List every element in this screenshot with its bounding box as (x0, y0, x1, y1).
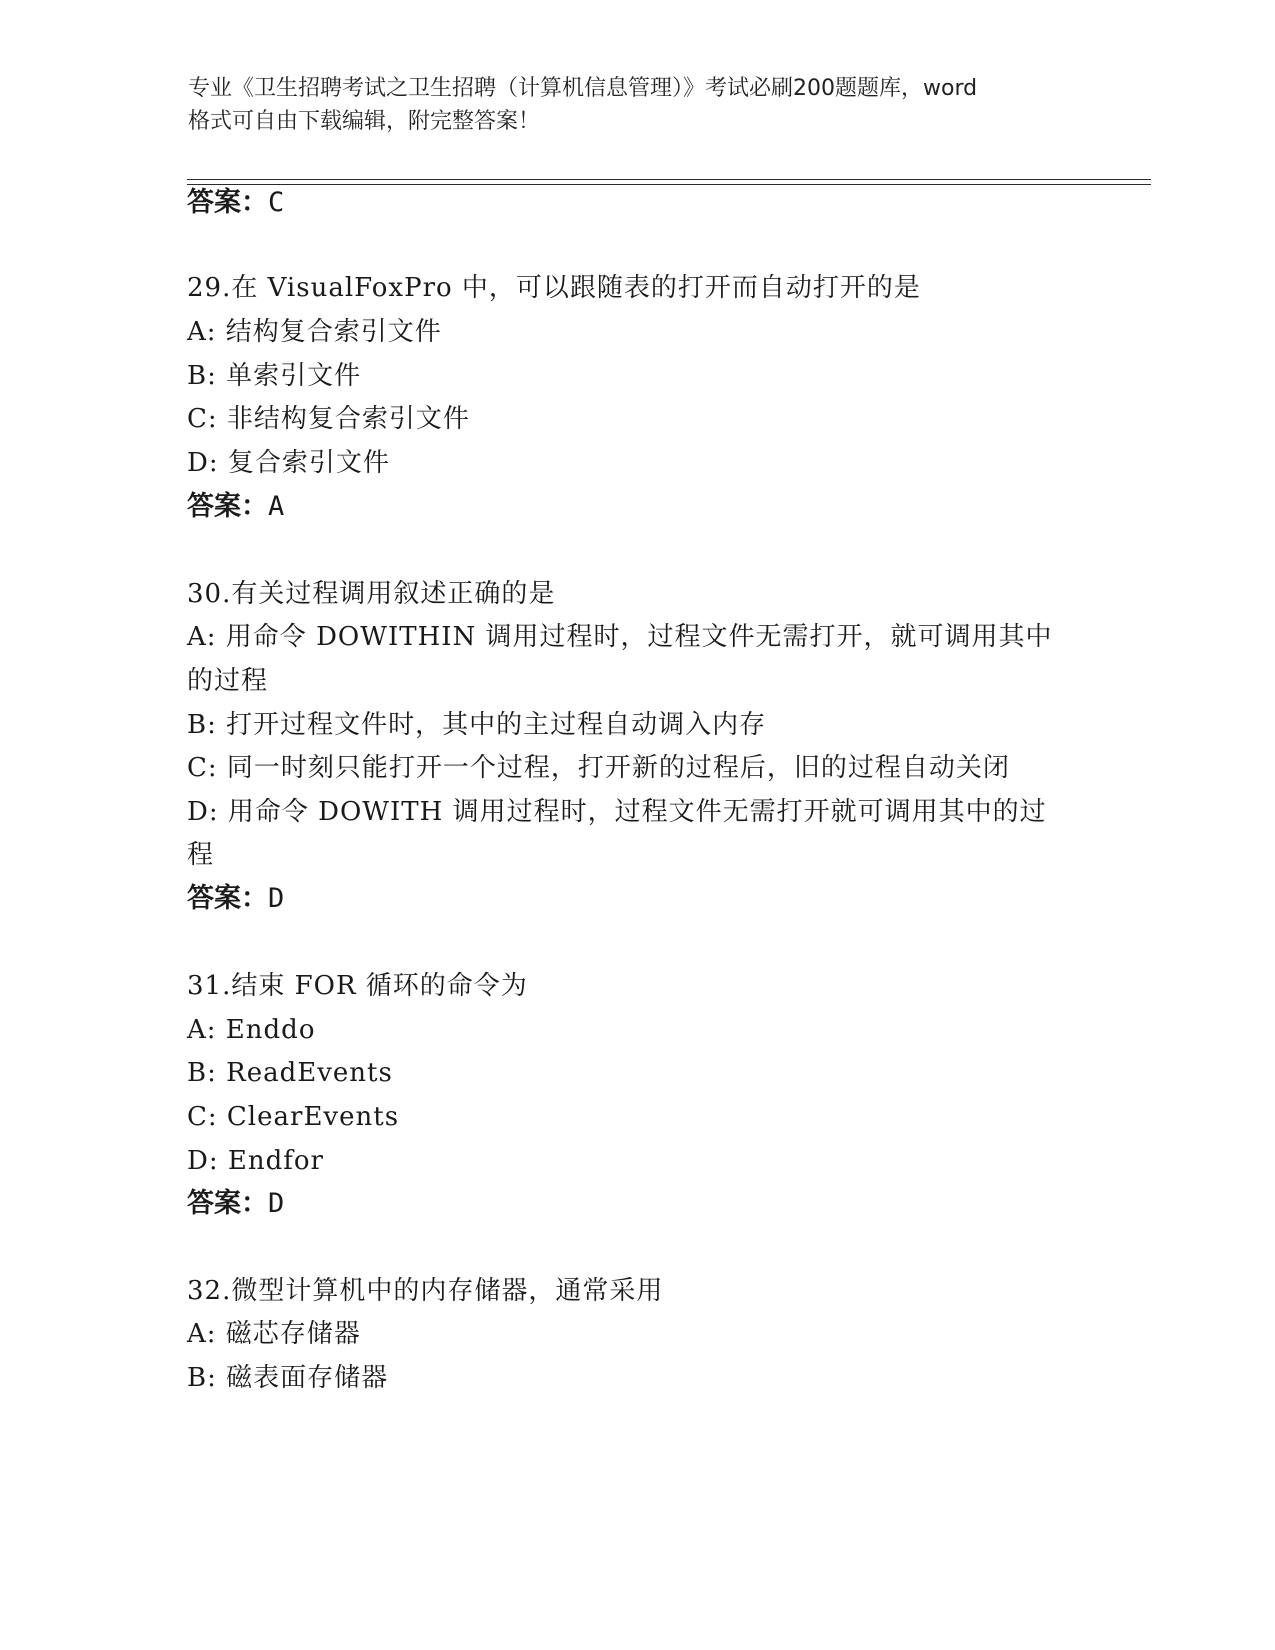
question-32-text: 32.微型计算机中的内存储器，通常采用 (187, 1276, 664, 1306)
question-29-option-d: D: 复合索引文件 (187, 448, 390, 478)
question-29-option-a: A: 结构复合索引文件 (187, 317, 442, 347)
answer-value: A (268, 491, 285, 522)
answer-label: 答案： (187, 187, 268, 218)
question-31-option-b: B: ReadEvents (187, 1058, 393, 1088)
question-30-option-a: A: 用命令 DOWITHIN 调用过程时，过程文件无需打开，就可调用其中 (187, 622, 1053, 652)
answer-label: 答案： (187, 1188, 268, 1219)
question-30-option-b: B: 打开过程文件时，其中的主过程自动调入内存 (187, 710, 767, 740)
answer-29 (187, 490, 284, 524)
question-31-text: 31.结束 FOR 循环的命令为 (187, 971, 528, 1001)
answer-28 (187, 186, 284, 220)
question-31-option-c: C: ClearEvents (187, 1102, 400, 1132)
question-29-option-c: C: 非结构复合索引文件 (187, 404, 470, 434)
header-line-2: 格式可自由下载编辑，附完整答案！ (188, 109, 541, 134)
question-30-text: 30.有关过程调用叙述正确的是 (187, 579, 556, 609)
header-line-1: 专业《卫生招聘考试之卫生招聘（计算机信息管理）》考试必刷200题题库，word (188, 76, 978, 101)
header-divider-bottom (187, 184, 1151, 185)
document-header (188, 72, 1088, 138)
answer-label: 答案： (187, 883, 268, 914)
question-29-option-b: B: 单索引文件 (187, 361, 362, 391)
question-30-option-a-cont: 的过程 (187, 666, 269, 696)
question-31-option-d: D: Endfor (187, 1146, 324, 1176)
question-31-option-a: A: Enddo (187, 1015, 316, 1045)
answer-value: C (268, 187, 285, 218)
header-divider-top (187, 179, 1151, 180)
question-29-text: 29.在 VisualFoxPro 中，可以跟随表的打开而自动打开的是 (187, 273, 921, 303)
question-30-option-c: C: 同一时刻只能打开一个过程，打开新的过程后，旧的过程自动关闭 (187, 753, 1010, 783)
answer-30 (187, 882, 284, 916)
answer-label: 答案： (187, 491, 268, 522)
answer-31 (187, 1187, 284, 1221)
question-32-option-b: B: 磁表面存储器 (187, 1363, 389, 1393)
question-30-option-d-cont: 程 (187, 840, 215, 870)
question-30-option-d: D: 用命令 DOWITH 调用过程时，过程文件无需打开就可调用其中的过 (187, 797, 1047, 827)
answer-value: D (268, 1188, 285, 1219)
question-32-option-a: A: 磁芯存储器 (187, 1319, 361, 1349)
answer-value: D (268, 883, 285, 914)
